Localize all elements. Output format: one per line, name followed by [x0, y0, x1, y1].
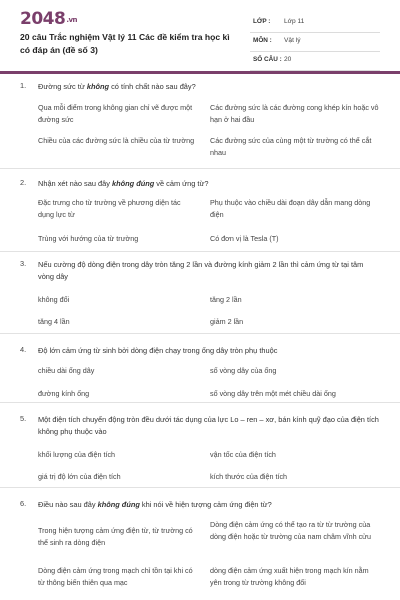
question-separator: [0, 251, 400, 252]
meta-key: LỚP :: [253, 18, 271, 25]
question-number: 3.: [20, 259, 27, 268]
option-a[interactable]: chiều dài ống dây: [38, 366, 95, 375]
option-a[interactable]: Đặc trưng cho từ trường về phương diện tác dụng lực từ: [38, 198, 181, 219]
option-d[interactable]: Có đơn vị là Tesla (T): [210, 234, 279, 243]
option-c[interactable]: Trùng với hướng của từ trường: [38, 234, 139, 243]
page-header: [0, 0, 400, 68]
option-b[interactable]: Các đường sức là các đường cong khép kín hoặc vô hạn ở hai đầu: [210, 103, 379, 124]
question-text: Nhận xét nào sau đây không đúng về cảm ứng từ?: [38, 179, 209, 188]
question-emphasis: không: [86, 82, 110, 91]
meta-key: SỐ CÂU :: [253, 56, 282, 63]
question-number: 6.: [20, 499, 27, 508]
option-d[interactable]: giảm 2 lần: [210, 317, 244, 326]
meta-value: Lớp 11: [284, 18, 305, 25]
question-separator: [0, 487, 400, 488]
question-text: Điều nào sau đây không đúng khi nói về hiện tượng cảm ứng điện từ?: [38, 500, 272, 509]
question-separator: [0, 333, 400, 334]
option-d[interactable]: kích thước của điện tích: [210, 472, 288, 481]
meta-value: 20: [284, 56, 292, 63]
option-d[interactable]: số vòng dây trên một mét chiều dài ống: [210, 389, 336, 398]
option-d[interactable]: dòng điện cảm ứng xuất hiện trong mạch kín nằm yên trong từ trường không đổi: [210, 566, 369, 587]
question-number: 2.: [20, 178, 27, 187]
option-b[interactable]: Dòng điện cảm ứng có thể tạo ra từ từ trường của dòng điện hoặc từ trường của nam châm vĩnh cửu: [210, 520, 371, 541]
question-number: 4.: [20, 345, 27, 354]
option-c[interactable]: đường kính ống: [38, 389, 90, 398]
question-separator: [0, 168, 400, 169]
header-divider: [0, 71, 400, 74]
question-emphasis: không đúng: [111, 179, 155, 188]
question-text: Độ lớn cảm ứng từ sinh bởi dòng điện chạy trong ống dây tròn phụ thuộc: [38, 346, 278, 355]
logo-suffix: .vn: [66, 16, 78, 24]
meta-value: Vật lý: [284, 37, 301, 44]
option-c[interactable]: Chiều của các đường sức là chiều của từ trường: [38, 136, 195, 145]
option-c[interactable]: Dòng điện cảm ứng trong mạch chỉ tồn tại khi có từ thông biến thiên qua mạc: [38, 566, 193, 587]
option-b[interactable]: vận tốc của điện tích: [210, 450, 276, 459]
question-separator: [0, 402, 400, 403]
question-number: 1.: [20, 81, 27, 90]
logo-text: 2048: [20, 9, 66, 29]
meta-row-class: [250, 14, 380, 33]
option-b[interactable]: Phụ thuộc vào chiều dài đoạn dây dẫn mang dòng điện: [210, 198, 371, 219]
option-a[interactable]: Trong hiện tượng cảm ứng điện từ, từ trường có thể sinh ra dòng điện: [38, 526, 193, 547]
question-text: Một điện tích chuyển động tròn đều dưới tác dụng của lực Lo – ren – xơ, bán kính quỹ đạo của điện tích không phụ thuộc vào: [38, 415, 379, 436]
question-text: Nếu cường độ dòng điện trong dây tròn tăng 2 lần và đường kính giảm 2 lần thì cảm ứng từ tại tâm vòng dây: [38, 260, 364, 281]
option-d[interactable]: Các đường sức của cùng một từ trường có thể cắt nhau: [210, 136, 372, 157]
option-b[interactable]: tăng 2 lần: [210, 295, 242, 304]
question-text: Đường sức từ không có tính chất nào sau đây?: [38, 82, 196, 91]
question-emphasis: không đúng: [97, 500, 140, 509]
meta-row-count: [250, 52, 380, 71]
document-meta: [250, 14, 380, 71]
option-c[interactable]: giá trị độ lớn của điện tích: [38, 472, 121, 481]
document-title: 20 câu Trắc nghiệm Vật lý 11 Các đề kiểm tra học kì có đáp án (đề số 3): [20, 32, 230, 55]
meta-row-subject: [250, 33, 380, 52]
question-number: 5.: [20, 414, 27, 423]
option-a[interactable]: không đổi: [38, 295, 70, 304]
meta-key: MÔN :: [253, 37, 272, 44]
option-b[interactable]: số vòng dây của ống: [210, 366, 277, 375]
option-a[interactable]: khối lượng của điện tích: [38, 450, 116, 459]
option-c[interactable]: tăng 4 lần: [38, 317, 70, 326]
site-logo[interactable]: [20, 9, 77, 29]
option-a[interactable]: Qua mỗi điểm trong không gian chỉ vẽ được một đường sức: [38, 103, 193, 124]
